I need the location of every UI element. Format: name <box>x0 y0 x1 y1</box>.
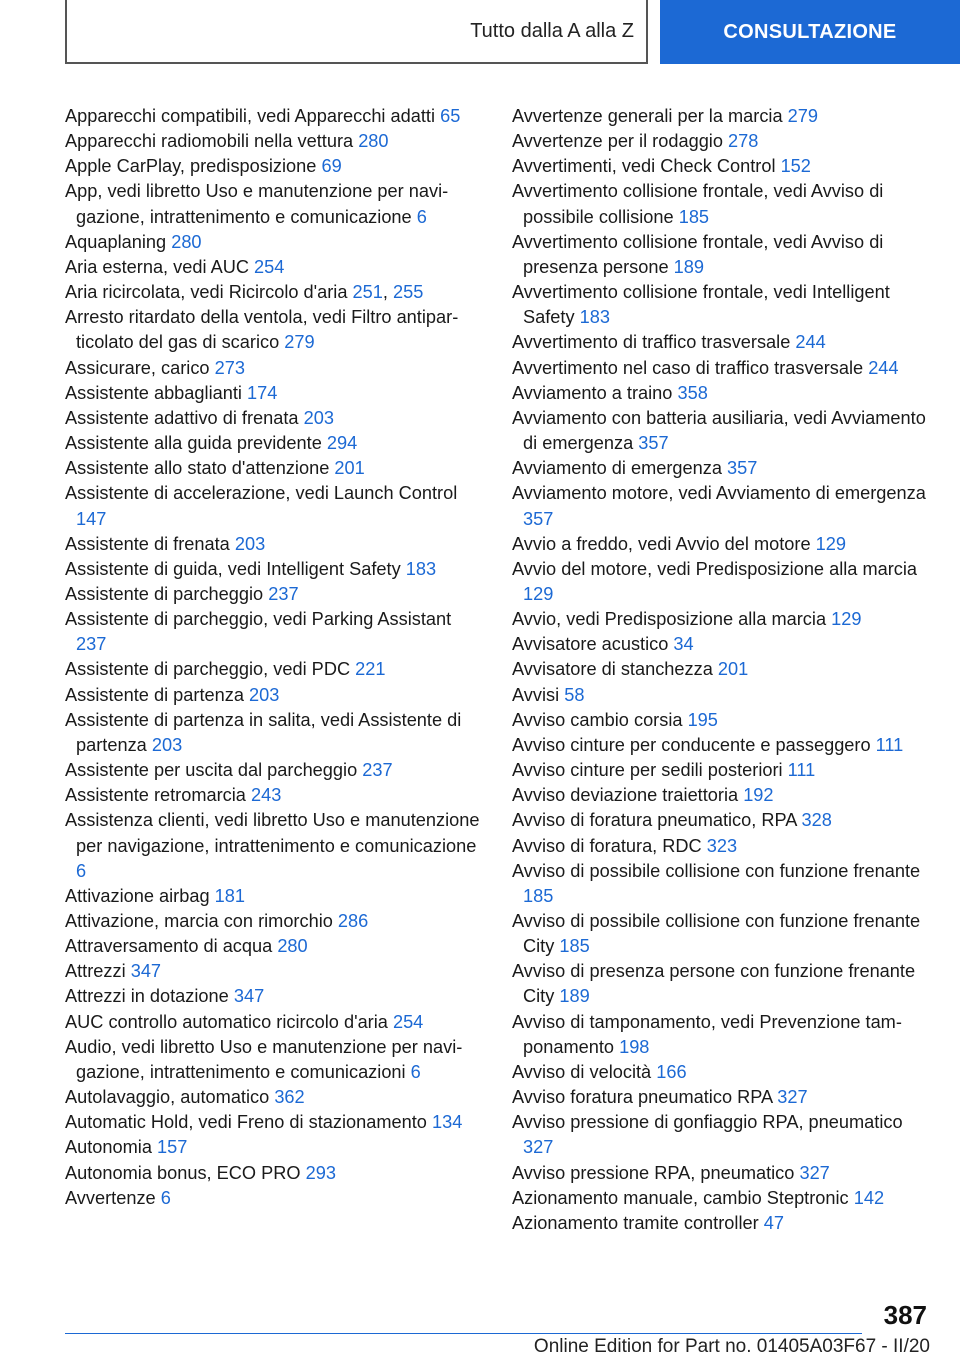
index-entry <box>512 783 930 808</box>
page-reference-link[interactable]: 157 <box>157 1137 188 1158</box>
index-term: Avviamento di emergenza <box>512 458 722 479</box>
index-entry <box>512 733 930 758</box>
index-term: Avviso di foratura, RDC <box>512 835 702 856</box>
page-reference-link[interactable]: 357 <box>523 508 554 529</box>
index-term: Avviso pressione di gonfiaggio RPA, pneumatico <box>512 1112 903 1133</box>
index-term: Avviso di tamponamento, vedi Prevenzione tamponamento <box>512 1011 902 1057</box>
index-term: Attrezzi in dotazione <box>65 986 229 1007</box>
page-reference-link[interactable]: 203 <box>151 734 183 755</box>
index-term: Assistente abbaglianti <box>65 382 242 403</box>
index-entry <box>512 129 930 154</box>
page-number: 387 <box>883 1300 927 1330</box>
index-entry <box>65 456 485 481</box>
index-term: Assistente di parcheggio, vedi PDC <box>65 659 351 680</box>
page-reference-link[interactable]: 221 <box>355 659 386 680</box>
page-reference-link[interactable]: 237 <box>268 583 299 604</box>
index-entry <box>512 179 930 229</box>
page-reference-link[interactable]: 185 <box>559 936 590 957</box>
page-reference-link[interactable]: 203 <box>249 684 280 705</box>
page-reference-link[interactable]: 327 <box>777 1087 808 1108</box>
index-entry <box>65 1186 485 1211</box>
index-entry <box>65 909 485 934</box>
index-entry <box>65 1035 485 1085</box>
page-reference-link[interactable]: 142 <box>853 1187 885 1208</box>
page-reference-link[interactable]: 65 <box>440 106 461 126</box>
index-entry <box>512 1211 930 1236</box>
index-term: Aquaplaning <box>65 231 167 252</box>
index-entry <box>512 1110 930 1160</box>
index-entry <box>512 859 930 909</box>
index-term: Avvertimenti, vedi Check Control <box>512 156 776 177</box>
index-term: Avvio, vedi Predisposizione alla marcia <box>512 609 827 630</box>
index-entry <box>65 356 485 381</box>
index-entry <box>65 959 485 984</box>
index-term: Avvertimento collisione frontale, vedi Avviso di possibile collisione <box>512 181 884 227</box>
index-entry <box>512 381 930 406</box>
page-reference-link[interactable]: 147 <box>76 508 107 529</box>
index-term: Assistente per uscita dal parcheggio <box>65 760 358 781</box>
index-entry <box>512 607 930 632</box>
index-term: Avviamento con batteria ausiliaria, vedi Avviamento di emergenza <box>512 407 926 454</box>
index-term: Avvertimento collisione frontale, vedi Avviso di presenza persone <box>512 231 884 277</box>
index-entry <box>512 708 930 733</box>
page-reference-link[interactable]: 192 <box>743 785 774 806</box>
page-reference-link[interactable]: 129 <box>815 533 847 554</box>
page-reference-link[interactable]: 294 <box>326 433 358 454</box>
index-entry <box>65 984 485 1009</box>
index-entry <box>65 154 485 179</box>
index-entry <box>65 708 485 758</box>
index-term: Attraversamento di acqua <box>65 936 273 957</box>
page-reference-link[interactable]: 362 <box>274 1087 305 1108</box>
index-entry <box>65 532 485 557</box>
index-term: Assistente alla guida previdente <box>65 433 322 454</box>
index-term: Avviso deviazione traiettoria <box>512 785 739 806</box>
page-reference-link[interactable]: 69 <box>321 156 342 177</box>
page-reference-link[interactable]: 111 <box>875 734 904 755</box>
index-term: Assistente di parcheggio, vedi Parking Assistant <box>65 609 452 630</box>
index-entry <box>65 406 485 431</box>
index-term: Assistente allo stato d'attenzione <box>65 458 330 479</box>
page-reference-link[interactable]: 129 <box>523 583 554 604</box>
index-term: Autolavaggio, automatico <box>65 1087 270 1108</box>
chapter-title-tab <box>65 0 648 64</box>
page-reference-link[interactable]: 6 <box>416 206 427 227</box>
index-term: Aria esterna, vedi AUC <box>65 256 249 277</box>
index-entry <box>512 532 930 557</box>
page-reference-link[interactable]: 358 <box>677 382 708 403</box>
page-reference-link[interactable]: 244 <box>868 357 899 378</box>
index-term: Apparecchi radiomobili nella vettura <box>65 131 354 152</box>
index-term: Avvio a freddo, vedi Avvio del motore <box>512 533 811 554</box>
page-reference-link[interactable]: 244 <box>795 332 826 353</box>
index-term: AUC controllo automatico ricircolo d'aria <box>65 1011 388 1032</box>
index-term: Aria ricircolata, vedi Ricircolo d'aria <box>65 282 348 303</box>
index-term: Avvio del motore, vedi Predisposizione alla marcia <box>512 558 918 579</box>
page-reference-link[interactable]: 357 <box>638 433 669 454</box>
index-term: Avvertenze generali per la marcia <box>512 106 783 126</box>
page-reference-link[interactable]: 6 <box>160 1187 171 1208</box>
page-reference-link[interactable]: 328 <box>801 810 832 831</box>
index-entry <box>65 783 485 808</box>
index-entry <box>65 884 485 909</box>
index-term: Avviso cinture per sedili posteriori <box>512 760 783 781</box>
page-reference-link[interactable]: 189 <box>673 256 705 277</box>
index-entry <box>512 456 930 481</box>
index-entry <box>512 154 930 179</box>
page-reference-link[interactable]: 129 <box>831 609 862 630</box>
index-term: App, vedi libretto Uso e manutenzione per navigazione, intrattenimento e comunicazione <box>65 181 449 227</box>
index-entry <box>512 406 930 456</box>
index-entry <box>512 330 930 355</box>
page-reference-link[interactable]: 254 <box>254 256 285 277</box>
index-term: Avvertimento nel caso di traffico trasversale <box>512 357 864 378</box>
page-reference-link[interactable]: 134 <box>431 1112 463 1133</box>
index-term: Apple CarPlay, predisposizione <box>65 156 317 177</box>
index-entry <box>512 356 930 381</box>
index-entry <box>512 657 930 682</box>
index-term: Autonomia bonus, ECO PRO <box>65 1162 301 1183</box>
index-term: Assistente retromarcia <box>65 785 246 806</box>
index-term: Arresto ritardato della ventola, vedi Filtro antiparticolato del gas di scarico <box>65 307 459 353</box>
index-entry <box>512 683 930 708</box>
page-reference-link[interactable]: 181 <box>214 885 245 906</box>
page-reference-link[interactable]: 185 <box>678 206 710 227</box>
page-reference-link[interactable]: 286 <box>337 911 369 931</box>
index-term: Assicurare, carico <box>65 357 210 378</box>
index-term: Avviso di foratura pneumatico, RPA <box>512 810 797 831</box>
page-reference-link[interactable]: 243 <box>251 785 282 806</box>
index-term: Attivazione airbag <box>65 885 210 906</box>
index-entry <box>65 481 485 531</box>
page-reference-link[interactable]: 280 <box>277 936 308 957</box>
section-tab <box>660 0 960 64</box>
index-entry <box>65 179 485 229</box>
index-term: Audio, vedi libretto Uso e manutenzione per navigazione, intrattenimento e comunicazioni <box>65 1036 463 1082</box>
index-entry <box>512 557 930 607</box>
page-reference-link[interactable]: 189 <box>559 986 590 1007</box>
index-entry <box>65 758 485 783</box>
index-term: Assistente di partenza in salita, vedi Assistente di partenza <box>65 709 462 755</box>
index-term: Attivazione, marcia con rimorchio <box>65 911 333 931</box>
section-label: CONSULTAZIONE <box>723 20 897 43</box>
index-column-right <box>512 104 930 1236</box>
page-reference-link[interactable]: 203 <box>303 407 334 428</box>
index-term: Assistente di frenata <box>65 533 230 554</box>
page-reference-link[interactable]: 203 <box>234 533 266 554</box>
index-entry <box>65 255 485 280</box>
index-term: Avviso cinture per conducente e passeggero <box>512 734 871 755</box>
index-entry <box>512 1010 930 1060</box>
index-term: Avvertenze <box>65 1187 156 1208</box>
edition-text: Online Edition for Part no. 01405A03F67 - II/20 <box>533 1336 930 1357</box>
index-entry <box>65 1085 485 1110</box>
page-reference-link[interactable]: 278 <box>728 131 759 152</box>
index-entry <box>512 1060 930 1085</box>
index-term: Avviso di possibile collisione con funzione frenante City <box>512 911 921 957</box>
index-term: Avviso di presenza persone con funzione frenante City <box>512 961 916 1007</box>
page-reference-link[interactable]: 237 <box>76 634 107 655</box>
page-reference-link[interactable]: 185 <box>523 885 554 906</box>
index-entry <box>65 934 485 959</box>
index-term: Avviamento a traino <box>512 382 673 403</box>
page-reference-link[interactable]: 251 <box>352 282 383 303</box>
index-entry <box>65 808 485 883</box>
index-term: Assistente di accelerazione, vedi Launch Control <box>65 483 458 504</box>
page-reference-link[interactable]: 347 <box>130 961 162 982</box>
index-entry <box>512 280 930 330</box>
index-entry <box>65 582 485 607</box>
index-entry: Aria ricircolata, vedi Ricircolo d'aria 251, 255 <box>65 282 424 303</box>
index-term: Avvisatore acustico <box>512 634 669 655</box>
page-reference-link[interactable]: 201 <box>717 659 749 680</box>
page-reference-link[interactable]: 174 <box>247 382 278 403</box>
page-reference-link[interactable]: 273 <box>214 357 245 378</box>
index-entry <box>65 607 485 657</box>
page-reference-link[interactable]: 255 <box>393 282 424 303</box>
page-reference-link[interactable]: 279 <box>284 332 315 353</box>
page-reference-link[interactable]: 183 <box>405 558 437 579</box>
index-term: Assistenza clienti, vedi libretto Uso e manutenzione per navigazione, intrattenimento e comunicazione <box>65 810 480 856</box>
index-entry <box>512 834 930 859</box>
index-term: Assistente di parcheggio <box>65 583 264 604</box>
index-term: Avvertimento di traffico trasversale <box>512 332 791 353</box>
index-entry <box>65 230 485 255</box>
index-term: Avviso foratura pneumatico RPA <box>512 1087 773 1108</box>
index-entry <box>65 683 485 708</box>
index-term: Attrezzi <box>65 961 126 982</box>
index-term: Avvisatore di stanchezza <box>512 659 713 680</box>
page-reference-link[interactable]: 58 <box>564 684 585 705</box>
page-reference-link[interactable]: 327 <box>523 1137 554 1158</box>
index-entry <box>65 1010 485 1035</box>
index-entry <box>512 1085 930 1110</box>
page-reference-link[interactable]: 198 <box>619 1036 650 1057</box>
index-term: Avviamento motore, vedi Avviamento di emergenza <box>512 483 926 504</box>
index-entry <box>65 431 485 456</box>
index-entry <box>512 230 930 280</box>
index-entry <box>65 557 485 582</box>
index-term: Avvisi <box>512 684 560 705</box>
page-reference-link[interactable]: 195 <box>687 709 718 730</box>
index-term: Assistente di partenza <box>65 684 244 705</box>
index-entry <box>65 305 485 355</box>
index-term: Apparecchi compatibili, vedi Apparecchi adatti <box>65 106 436 126</box>
index-term: Assistente adattivo di frenata <box>65 407 299 428</box>
index-term: Assistente di guida, vedi Intelligent Safety <box>65 558 401 579</box>
footer-divider <box>65 1333 862 1334</box>
index-term: Azionamento manuale, cambio Steptronic <box>512 1187 849 1208</box>
page-reference-link[interactable]: 327 <box>799 1162 830 1183</box>
page-reference-link[interactable]: 357 <box>727 458 758 479</box>
index-term: Azionamento tramite controller <box>512 1212 759 1233</box>
page-reference-link[interactable]: 111 <box>787 760 816 781</box>
page-reference-link[interactable]: 183 <box>579 307 610 328</box>
index-entry <box>512 1161 930 1186</box>
index-term: Automatic Hold, vedi Freno di stazionamento <box>65 1112 427 1133</box>
index-entry <box>512 808 930 833</box>
index-entry <box>65 381 485 406</box>
page-reference-link[interactable]: 237 <box>362 760 393 781</box>
index-entry <box>65 104 485 129</box>
index-entry <box>512 632 930 657</box>
page-reference-link[interactable]: 293 <box>305 1162 336 1183</box>
index-entry <box>512 758 930 783</box>
page-reference-link[interactable]: 166 <box>656 1061 687 1082</box>
index-term: Avviso cambio corsia <box>512 709 683 730</box>
page-reference-link[interactable]: 6 <box>76 860 87 881</box>
page-reference-link[interactable]: 347 <box>233 986 265 1007</box>
index-term: Avvertenze per il rodaggio <box>512 131 723 152</box>
index-term: Avvertimento collisione frontale, vedi Intelligent Safety <box>512 282 890 328</box>
page-reference-link[interactable]: 280 <box>358 131 389 152</box>
index-term: Avviso di velocità <box>512 1061 652 1082</box>
chapter-title: Tutto dalla A alla Z <box>470 19 634 42</box>
index-entry <box>65 1110 485 1135</box>
page-reference-link[interactable]: 6 <box>410 1061 421 1082</box>
page-reference-link[interactable]: 254 <box>392 1011 424 1032</box>
index-entry <box>65 657 485 682</box>
index-column-left <box>65 104 485 1211</box>
index-entry <box>512 104 930 129</box>
page-reference-link[interactable]: 280 <box>171 231 202 252</box>
index-term: Autonomia <box>65 1137 152 1158</box>
page-reference-link[interactable]: 201 <box>334 458 365 479</box>
index-entry <box>512 1186 930 1211</box>
index-entry <box>65 129 485 154</box>
page-reference-link[interactable]: 152 <box>780 156 811 177</box>
index-term: Avviso di possibile collisione con funzione frenante <box>512 860 921 881</box>
index-entry <box>512 909 930 959</box>
page-reference-link[interactable]: 323 <box>706 835 738 856</box>
index-entry <box>65 1135 485 1160</box>
index-entry <box>512 959 930 1009</box>
index-term: Avviso pressione RPA, pneumatico <box>512 1162 795 1183</box>
page-reference-link[interactable]: 47 <box>763 1212 784 1233</box>
index-entry <box>65 1161 485 1186</box>
page-reference-link[interactable]: 279 <box>787 106 819 126</box>
index-entry <box>512 481 930 531</box>
page-reference-link[interactable]: 34 <box>673 634 694 655</box>
